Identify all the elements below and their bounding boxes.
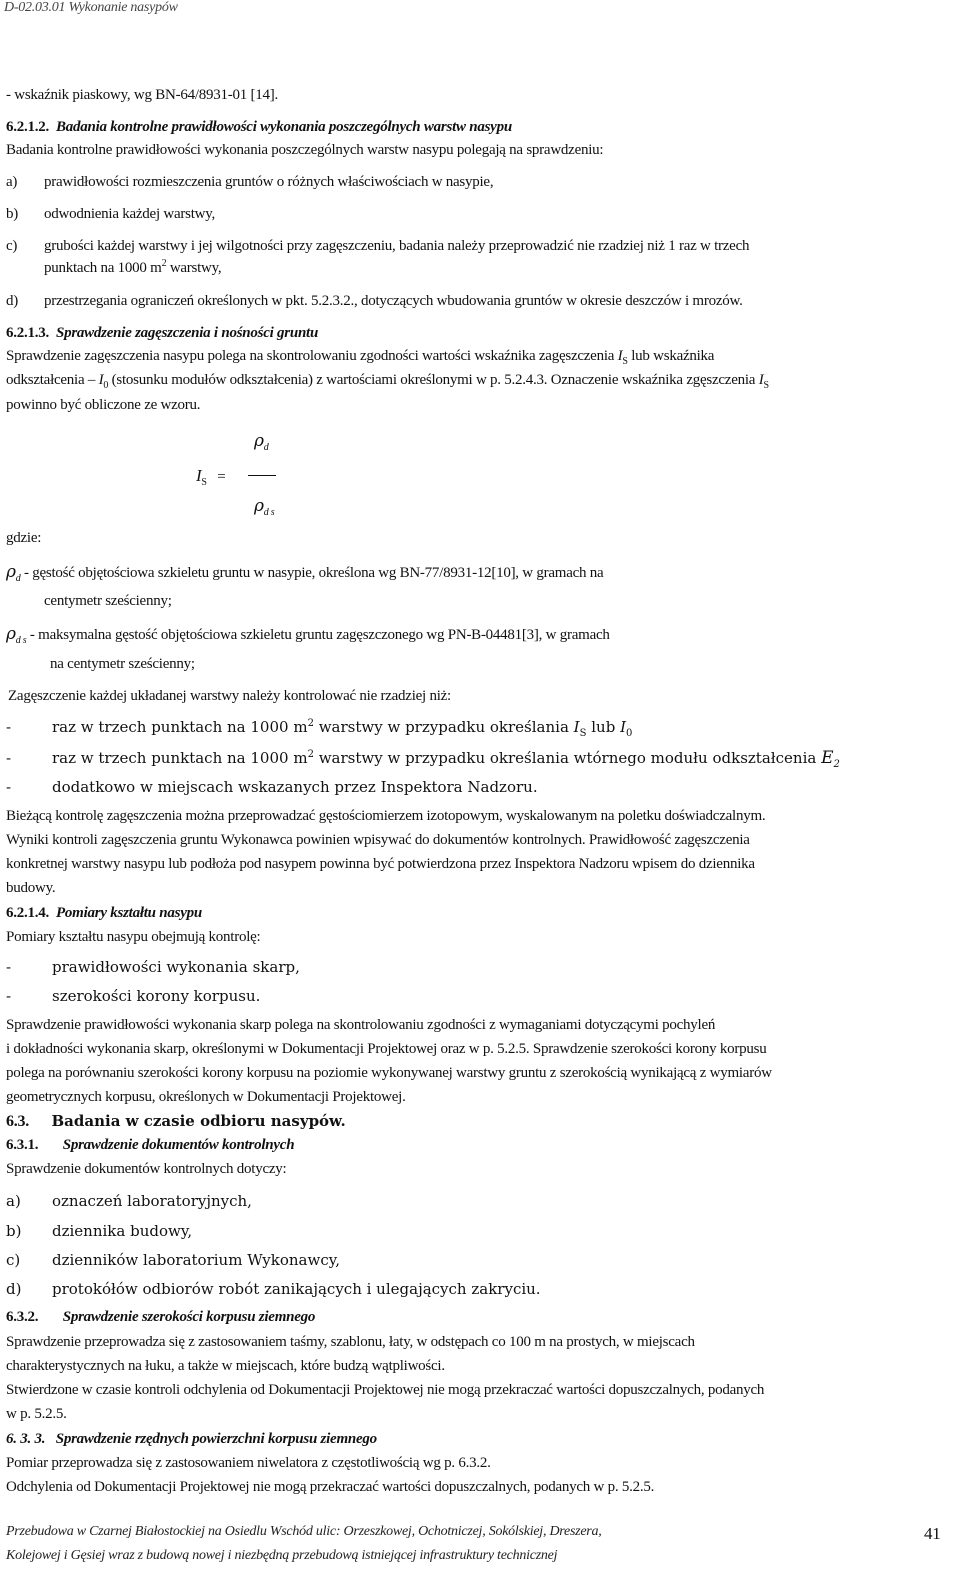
text: lub (586, 718, 621, 736)
section-heading-6-3-3 (6, 1431, 377, 1448)
footer-line-1: Przebudowa w Czarnej Białostockiej na Osiedlu Wschód ulic: Orzeszkowej, Ochotniczej, Sokólskiej, Dreszera, (6, 1524, 602, 1539)
superscript: 2 (307, 749, 314, 760)
running-header: D-02.03.01 Wykonanie nasypów (4, 0, 178, 15)
paragraph-line: powinno być obliczone ze wzoru. (6, 397, 201, 413)
list-label: a) (6, 174, 18, 190)
list-item-d (6, 293, 743, 310)
bullet-item (6, 987, 260, 1005)
subscript: 0 (103, 380, 109, 391)
paragraph-line (6, 372, 769, 389)
paragraph-line: Badania kontrolne prawidłowości wykonania poszczególnych warstw nasypu polegają na sprawdzeniu: (6, 142, 604, 158)
text: odkształcenia – (6, 372, 99, 388)
symbol: I (573, 718, 580, 736)
section-title: Sprawdzenie rzędnych powierzchni korpusu ziemnego (55, 1431, 377, 1447)
section-title: Badania kontrolne prawidłowości wykonania poszczególnych warstw nasypu (56, 119, 512, 135)
formula-denominator (254, 496, 274, 516)
text: lub wskaźnika (627, 348, 715, 364)
paragraph-line: konkretnej warstwy nasypu lub podłoża pod nasypem powinna być potwierdzona przez Inspektora Nadzoru wpisem do dziennika (6, 856, 755, 872)
subscript: d (263, 442, 269, 453)
paragraph-line: Bieżącą kontrolę zagęszczenia można przeprowadzać gęstościomierzem izotopowym, wyskalowanym na poletku doświadczalnym. (6, 808, 766, 824)
text: - gęstość objętościowa szkieletu gruntu w nasypie, określona wg BN-77/8931-12[10], w gramach na (20, 565, 604, 581)
section-number: 6.3.1. (6, 1137, 39, 1153)
section-heading-6-3 (6, 1112, 346, 1131)
symbol: I (196, 466, 202, 485)
paragraph-line: Zagęszczenie każdej układanej warstwy należy kontrolować nie rzadziej niż: (8, 688, 451, 704)
section-title: Pomiary kształtu nasypu (56, 905, 202, 921)
text: prawidłowości wykonania skarp, (52, 958, 300, 976)
where-label: gdzie: (6, 530, 42, 546)
page-number: 41 (924, 1524, 941, 1543)
list-text: odwodnienia każdej warstwy, (44, 206, 215, 222)
section-heading-6-2-1-3 (6, 325, 318, 342)
definition-rho-ds (6, 624, 610, 644)
list-text: prawidłowości rozmieszczenia gruntów o różnych właściwościach w nasypie, (44, 174, 494, 190)
rho-symbol: ρ (6, 624, 16, 644)
formula-numerator (254, 431, 269, 451)
section-title: Sprawdzenie szerokości korpusu ziemnego (62, 1309, 316, 1325)
bullet-item (6, 748, 840, 768)
subscript: 2 (833, 759, 840, 770)
section-heading-6-3-2 (6, 1309, 315, 1326)
list-text: grubości każdej warstwy i jej wilgotności przy zagęszczeniu, badania należy przeprowadzić nie rzadziej niż 1 raz w trzech (44, 238, 750, 254)
text: dodatkowo w miejscach wskazanych przez Inspektora Nadzoru. (52, 778, 538, 796)
paragraph-line: charakterystycznych na łuku, a także w miejscach, które budzą wątpliwości. (6, 1358, 445, 1374)
section-heading-6-2-1-2 (6, 119, 512, 136)
dash: - (6, 778, 12, 796)
paragraph-line (6, 348, 714, 365)
section-number: 6.2.1.3. (6, 325, 49, 341)
text: raz w trzech punktach na 1000 m (52, 749, 308, 767)
symbol: E (821, 748, 834, 768)
list-text: przestrzegania ograniczeń określonych w pkt. 5.2.3.2., dotyczących wbudowania gruntów w okresie deszczów i mrozów. (44, 293, 743, 309)
paragraph-line: w p. 5.2.5. (6, 1406, 67, 1422)
list-text: dziennika budowy, (52, 1222, 193, 1240)
paragraph-line: Sprawdzenie przeprowadza się z zastosowaniem taśmy, szablonu, łaty, w odstępach co 100 m na prostych, w miejscach (6, 1334, 695, 1350)
section-number: 6.2.1.4. (6, 905, 49, 921)
paragraph-line: Sprawdzenie prawidłowości wykonania skarp polega na skontrolowaniu zgodności z wymaganiami dotyczącymi pochyleń (6, 1017, 716, 1033)
paragraph-line: i dokładności wykonania skarp, określonymi w Dokumentacji Projektowej oraz w p. 5.2.5. Sprawdzenie szerokości korony korpusu (6, 1041, 767, 1057)
list-label: b) (6, 1222, 22, 1240)
dash: - (6, 958, 12, 976)
list-item-a (6, 1192, 252, 1210)
text: szerokości korony korpusu. (52, 987, 261, 1005)
definition-cont: na centymetr sześcienny; (50, 656, 195, 672)
paragraph-line: geometrycznych korpusu, określonych w Dokumentacji Projektowej. (6, 1089, 406, 1105)
section-number: 6.3.2. (6, 1309, 39, 1325)
dash: - (6, 987, 12, 1005)
rho-symbol: ρ (6, 562, 16, 582)
rho-symbol: ρ (254, 431, 264, 451)
list-item-c (6, 238, 749, 255)
symbol: I (98, 372, 104, 388)
list-text: dzienników laboratorium Wykonawcy, (52, 1251, 340, 1269)
symbol: I (758, 372, 764, 388)
subscript: d s (263, 507, 275, 518)
section-number: 6. 3. 3. (6, 1431, 46, 1447)
list-item-b (6, 206, 215, 223)
text: raz w trzech punktach na 1000 m (52, 718, 308, 736)
list-item-a (6, 174, 493, 191)
bullet-item (6, 778, 538, 796)
text: - maksymalna gęstość objętościowa szkieletu gruntu zagęszczonego wg PN-B-04481[3], w gramach (26, 627, 610, 643)
bullet-item (6, 958, 300, 976)
text: punktach na 1000 m (44, 260, 162, 276)
section-heading-6-2-1-4 (6, 905, 202, 922)
list-label: c) (6, 1251, 21, 1269)
subscript: S (622, 356, 628, 367)
paragraph-line: polega na porównaniu szerokości korony korpusu na poziomie wykonywanej warstwy gruntu z szerokością wynikającą z wymiarów (6, 1065, 772, 1081)
footer-line-2: Kolejowej i Gęsiej wraz z budową nowej i niezbędną przebudową istniejącej infrastruktury technicznej (6, 1548, 558, 1563)
list-item-b (6, 1222, 192, 1240)
list-item-d (6, 1280, 541, 1298)
text: (stosunku modułów odkształcenia) z wartościami określonymi w p. 5.2.4.3. Oznaczenie wskaźnika zgęszczenia (108, 372, 759, 388)
subscript: S (201, 477, 207, 488)
superscript: 2 (161, 258, 167, 269)
subscript: 0 (626, 728, 633, 739)
paragraph-line: Odchylenia od Dokumentacji Projektowej nie mogą przekraczać wartości dopuszczalnych, podanych w p. 5.2.5. (6, 1479, 655, 1495)
text: warstwy w przypadku określania wtórnego modułu odkształcenia (313, 749, 822, 767)
paragraph-line: Pomiary kształtu nasypu obejmują kontrolę: (6, 929, 261, 945)
symbol: I (620, 718, 627, 736)
section-number: 6.2.1.2. (6, 119, 49, 135)
subscript: S (763, 380, 769, 391)
equals-sign: = (217, 469, 226, 485)
list-label: b) (6, 206, 18, 222)
definition-rho-d (6, 562, 603, 582)
paragraph-line: Stwierdzone w czasie kontroli odchylenia od Dokumentacji Projektowej nie mogą przekraczać wartości dopuszczalnych, podanych (6, 1382, 765, 1398)
section-title: Sprawdzenie zagęszczenia i nośności gruntu (56, 325, 319, 341)
text: warstwy w przypadku określania (313, 718, 574, 736)
section-title: Badania w czasie odbioru nasypów. (51, 1112, 346, 1130)
section-number: 6.3. (6, 1113, 29, 1130)
list-text: protokółów odbiorów robót zanikających i ulegających zakryciu. (52, 1280, 541, 1298)
superscript: 2 (307, 718, 314, 729)
fraction-bar (248, 475, 276, 476)
list-item-c (6, 1251, 340, 1269)
bullet-sand-index: - wskaźnik piaskowy, wg BN-64/8931-01 [14]. (6, 87, 278, 103)
paragraph-line: Pomiar przeprowadza się z zastosowaniem niwelatora z częstotliwością wg p. 6.3.2. (6, 1455, 491, 1471)
section-heading-6-3-1 (6, 1137, 294, 1154)
list-label: d) (6, 293, 18, 309)
formula-lhs (196, 466, 225, 486)
bullet-item (6, 718, 633, 739)
dash: - (6, 718, 12, 736)
list-label: d) (6, 1280, 22, 1298)
definition-cont: centymetr sześcienny; (44, 593, 172, 609)
text: warstwy, (166, 260, 222, 276)
subscript: d s (15, 635, 27, 646)
paragraph-line: budowy. (6, 880, 56, 896)
list-text: oznaczeń laboratoryjnych, (52, 1192, 252, 1210)
paragraph-line: Wyniki kontroli zagęszczenia gruntu Wykonawca powinien wpisywać do dokumentów kontrolnych. Prawidłowość zagęszczenia (6, 832, 750, 848)
text: Sprawdzenie zagęszczenia nasypu polega na skontrolowaniu zgodności wartości wskaźnika zagęszczenia (6, 348, 618, 364)
paragraph-line: Sprawdzenie dokumentów kontrolnych dotyczy: (6, 1161, 287, 1177)
subscript: S (579, 728, 587, 739)
dash: - (6, 749, 12, 767)
list-label: c) (6, 238, 18, 254)
rho-symbol: ρ (254, 496, 264, 516)
list-item-c-cont (44, 260, 221, 277)
symbol: I (617, 348, 623, 364)
section-title: Sprawdzenie dokumentów kontrolnych (62, 1137, 295, 1153)
subscript: d (15, 573, 21, 584)
list-label: a) (6, 1192, 21, 1210)
